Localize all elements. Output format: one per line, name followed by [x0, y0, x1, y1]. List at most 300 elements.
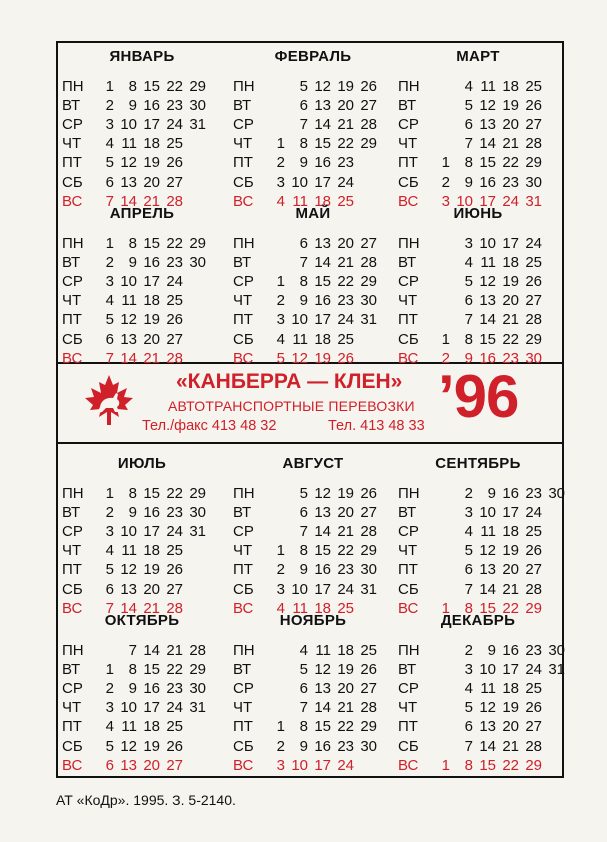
date-cell: 23 — [166, 254, 183, 272]
day-label: СР — [233, 116, 254, 134]
date-cell: 3 — [464, 235, 473, 252]
date-cell: 8 — [128, 78, 137, 95]
date-cell: 27 — [360, 680, 377, 698]
date-cell: 19 — [143, 737, 160, 755]
date-cell: 13 — [314, 97, 331, 115]
date-cell: 24 — [166, 699, 183, 717]
date-cell: 3 — [105, 699, 114, 717]
date-cell: 30 — [360, 737, 377, 755]
week-row — [398, 641, 565, 661]
day-label: ПН — [233, 78, 255, 95]
date-cell: 29 — [189, 235, 206, 252]
date-cell: 9 — [299, 737, 308, 755]
day-label: ЧТ — [62, 542, 82, 560]
date-cell: 24 — [166, 116, 183, 134]
date-cell: 7 — [299, 254, 308, 272]
week-row — [398, 503, 558, 523]
date-cell: 18 — [502, 523, 519, 541]
week-row — [233, 660, 393, 680]
date-cell: 16 — [314, 561, 331, 579]
print-info: АТ «КоДр». 1995. З. 5-2140. — [56, 792, 236, 808]
week-row — [62, 503, 222, 523]
date-cell: 2 — [441, 173, 450, 191]
date-cell: 2 — [276, 561, 285, 579]
date-cell: 25 — [337, 192, 354, 210]
date-cell: 3 — [276, 173, 285, 191]
date-cell: 25 — [360, 642, 377, 659]
date-cell: 14 — [120, 599, 137, 617]
day-label: ПН — [62, 485, 84, 502]
date-cell: 1 — [276, 273, 285, 291]
month-name: НОЯБРЬ — [279, 612, 347, 629]
date-cell: 6 — [105, 756, 114, 774]
date-cell: 22 — [166, 485, 183, 502]
week-row — [398, 679, 558, 699]
week-row — [62, 234, 222, 254]
day-label: ВТ — [398, 504, 417, 522]
date-cell: 13 — [479, 718, 496, 736]
week-row — [398, 330, 558, 350]
day-label: ЧТ — [233, 135, 253, 153]
date-cell: 2 — [464, 642, 473, 659]
date-cell: 26 — [166, 311, 183, 329]
day-label: ПН — [233, 642, 255, 659]
date-cell: 4 — [276, 192, 285, 210]
date-cell: 30 — [548, 485, 565, 502]
date-cell: 13 — [479, 116, 496, 134]
date-cell: 10 — [479, 661, 496, 679]
date-cell: 24 — [337, 173, 354, 191]
week-row — [233, 153, 393, 173]
date-cell: 10 — [291, 756, 308, 774]
week-row — [62, 580, 222, 600]
day-label: СР — [233, 273, 254, 291]
date-cell: 18 — [143, 542, 160, 560]
day-label: ВС — [233, 756, 254, 774]
date-cell: 12 — [479, 542, 496, 560]
date-cell: 10 — [479, 504, 496, 522]
day-label: ВС — [62, 349, 83, 367]
date-cell: 25 — [525, 254, 542, 272]
week-row — [233, 134, 393, 154]
day-label: СБ — [398, 173, 419, 191]
week-row — [62, 484, 222, 504]
date-cell: 15 — [314, 718, 331, 736]
date-cell: 9 — [128, 504, 137, 522]
date-cell: 25 — [337, 330, 354, 348]
day-label: ВТ — [62, 661, 81, 679]
date-cell: 22 — [502, 154, 519, 172]
week-row — [233, 484, 393, 504]
company-subtitle: АВТОТРАНСПОРТНЫЕ ПЕРЕВОЗКИ — [168, 398, 415, 414]
week-row — [233, 737, 393, 757]
date-cell: 11 — [121, 135, 137, 153]
date-cell: 30 — [548, 642, 565, 659]
date-cell: 6 — [105, 580, 114, 598]
day-label: СБ — [398, 330, 419, 348]
date-cell: 10 — [291, 311, 308, 329]
date-cell: 28 — [166, 192, 183, 210]
date-cell: 11 — [292, 192, 308, 210]
week-row — [233, 503, 393, 523]
day-label: ЧТ — [233, 292, 253, 310]
week-row — [233, 272, 393, 292]
date-cell: 8 — [128, 485, 137, 502]
date-cell: 10 — [456, 192, 473, 210]
date-cell: 22 — [337, 542, 354, 560]
date-cell: 17 — [143, 116, 160, 134]
date-cell: 15 — [479, 599, 496, 617]
day-label: СР — [398, 523, 419, 541]
week-row — [233, 756, 393, 776]
date-cell: 5 — [105, 737, 114, 755]
date-cell: 17 — [479, 192, 496, 210]
date-cell: 30 — [525, 349, 542, 367]
date-cell: 2 — [441, 349, 450, 367]
date-cell: 28 — [166, 599, 183, 617]
date-cell: 25 — [525, 523, 542, 541]
day-label: ВТ — [233, 97, 252, 115]
day-label: СБ — [233, 737, 254, 755]
date-cell: 12 — [120, 737, 137, 755]
telfax-text: Тел./факс 413 48 32 — [142, 418, 277, 434]
date-cell: 18 — [143, 292, 160, 310]
date-cell: 21 — [337, 254, 354, 272]
date-cell: 26 — [166, 737, 183, 755]
date-cell: 25 — [337, 599, 354, 617]
date-cell: 21 — [143, 349, 160, 367]
date-cell: 25 — [525, 680, 542, 698]
date-cell: 27 — [360, 235, 377, 252]
date-cell: 11 — [480, 78, 496, 95]
week-row — [398, 96, 558, 116]
date-cell: 20 — [143, 173, 160, 191]
date-cell: 17 — [314, 756, 331, 774]
date-cell: 22 — [502, 756, 519, 774]
week-row — [233, 310, 393, 330]
date-cell: 27 — [166, 330, 183, 348]
date-cell: 20 — [337, 504, 354, 522]
date-cell: 6 — [464, 561, 473, 579]
day-label: СР — [398, 273, 419, 291]
date-cell: 26 — [337, 349, 354, 367]
week-row — [233, 698, 393, 718]
date-cell: 1 — [441, 599, 450, 617]
date-cell: 18 — [314, 330, 331, 348]
date-cell: 13 — [314, 504, 331, 522]
date-cell: 19 — [502, 699, 519, 717]
date-cell: 15 — [479, 756, 496, 774]
date-cell: 24 — [525, 661, 542, 679]
date-cell: 16 — [143, 504, 160, 522]
month-name: ФЕВРАЛЬ — [274, 48, 352, 65]
week-row — [233, 522, 393, 542]
date-cell: 18 — [314, 599, 331, 617]
date-cell: 13 — [120, 173, 137, 191]
month-name: СЕНТЯБРЬ — [435, 455, 521, 472]
date-cell: 5 — [299, 78, 308, 95]
date-cell: 30 — [189, 504, 206, 522]
date-cell: 9 — [128, 97, 137, 115]
date-cell: 8 — [299, 135, 308, 153]
day-label: ПН — [398, 642, 420, 659]
date-cell: 28 — [189, 642, 206, 659]
date-cell: 8 — [464, 599, 473, 617]
date-cell: 11 — [121, 718, 137, 736]
week-row — [62, 330, 222, 350]
date-cell: 26 — [360, 485, 377, 502]
date-cell: 20 — [502, 116, 519, 134]
date-cell: 19 — [143, 311, 160, 329]
day-label: ЧТ — [62, 292, 82, 310]
date-cell: 28 — [360, 699, 377, 717]
date-cell: 22 — [337, 135, 354, 153]
date-cell: 14 — [479, 737, 496, 755]
date-cell: 31 — [360, 580, 377, 598]
week-row — [233, 641, 393, 661]
date-cell: 16 — [502, 485, 519, 502]
month-name: АВГУСТ — [282, 455, 344, 472]
date-cell: 2 — [105, 504, 114, 522]
date-cell: 1 — [105, 485, 114, 502]
date-cell: 14 — [314, 116, 331, 134]
date-cell: 29 — [525, 599, 542, 617]
week-row — [62, 717, 222, 737]
day-label: СР — [62, 523, 83, 541]
day-label: ПН — [233, 235, 255, 252]
week-row — [398, 560, 558, 580]
day-label: ВТ — [398, 661, 417, 679]
week-row — [233, 291, 393, 311]
week-row — [233, 253, 393, 273]
date-cell: 12 — [120, 154, 137, 172]
day-label: ВТ — [62, 97, 81, 115]
date-cell: 5 — [105, 311, 114, 329]
date-cell: 26 — [525, 699, 542, 717]
date-cell: 12 — [479, 699, 496, 717]
week-row — [398, 310, 558, 330]
week-row — [398, 253, 558, 273]
day-label: СР — [233, 680, 254, 698]
date-cell: 30 — [360, 561, 377, 579]
date-cell: 12 — [479, 273, 496, 291]
day-label: СР — [233, 523, 254, 541]
day-label: ПТ — [62, 561, 82, 579]
date-cell: 14 — [479, 311, 496, 329]
week-row — [62, 522, 222, 542]
week-row — [398, 522, 558, 542]
day-label: ВС — [233, 192, 254, 210]
date-cell: 9 — [464, 173, 473, 191]
date-cell: 29 — [189, 78, 206, 95]
date-cell: 5 — [105, 154, 114, 172]
date-cell: 7 — [105, 349, 114, 367]
date-cell: 14 — [120, 349, 137, 367]
week-row — [233, 77, 393, 97]
date-cell: 12 — [479, 97, 496, 115]
date-cell: 11 — [121, 542, 137, 560]
date-cell: 31 — [189, 523, 206, 541]
day-label: ПТ — [233, 311, 253, 329]
week-row — [62, 134, 222, 154]
date-cell: 30 — [525, 173, 542, 191]
date-cell: 28 — [525, 135, 542, 153]
week-row — [62, 660, 222, 680]
day-label: ЧТ — [398, 542, 418, 560]
date-cell: 19 — [502, 97, 519, 115]
date-cell: 12 — [291, 349, 308, 367]
week-row — [62, 756, 222, 776]
date-cell: 2 — [105, 254, 114, 272]
date-cell: 8 — [128, 235, 137, 252]
date-cell: 20 — [502, 292, 519, 310]
date-cell: 16 — [143, 97, 160, 115]
date-cell: 13 — [314, 235, 331, 252]
date-cell: 26 — [525, 273, 542, 291]
day-label: ЧТ — [233, 542, 253, 560]
day-label: СР — [398, 680, 419, 698]
day-label: СБ — [62, 737, 83, 755]
date-cell: 27 — [360, 504, 377, 522]
date-cell: 3 — [105, 523, 114, 541]
week-row — [62, 153, 222, 173]
date-cell: 3 — [276, 580, 285, 598]
day-label: ЧТ — [233, 699, 253, 717]
date-cell: 11 — [480, 523, 496, 541]
date-cell: 26 — [360, 661, 377, 679]
day-label: ПТ — [233, 154, 253, 172]
date-cell: 4 — [105, 292, 114, 310]
date-cell: 27 — [166, 756, 183, 774]
date-cell: 21 — [337, 699, 354, 717]
date-cell: 2 — [276, 737, 285, 755]
date-cell: 17 — [502, 235, 519, 252]
week-row — [62, 560, 222, 580]
date-cell: 18 — [143, 718, 160, 736]
date-cell: 27 — [525, 116, 542, 134]
day-label: ВС — [62, 599, 83, 617]
date-cell: 20 — [337, 680, 354, 698]
date-cell: 28 — [360, 116, 377, 134]
date-cell: 17 — [143, 523, 160, 541]
date-cell: 23 — [166, 504, 183, 522]
week-row — [398, 484, 565, 504]
date-cell: 29 — [525, 330, 542, 348]
day-label: СР — [62, 273, 83, 291]
date-cell: 24 — [525, 504, 542, 522]
date-cell: 14 — [143, 642, 160, 659]
date-cell: 5 — [105, 561, 114, 579]
date-cell: 8 — [464, 756, 473, 774]
date-cell: 18 — [337, 642, 354, 659]
week-row — [233, 580, 393, 600]
date-cell: 26 — [525, 97, 542, 115]
day-label: ЧТ — [62, 135, 82, 153]
date-cell: 11 — [480, 680, 496, 698]
date-cell: 2 — [276, 154, 285, 172]
date-cell: 4 — [276, 330, 285, 348]
date-cell: 7 — [464, 580, 473, 598]
week-row — [233, 115, 393, 135]
date-cell: 6 — [464, 292, 473, 310]
day-label: ВС — [233, 599, 254, 617]
date-cell: 29 — [525, 756, 542, 774]
date-cell: 23 — [525, 485, 542, 502]
date-cell: 1 — [105, 235, 114, 252]
date-cell: 24 — [337, 311, 354, 329]
week-row — [233, 717, 393, 737]
date-cell: 22 — [337, 273, 354, 291]
month-name: ДЕКАБРЬ — [440, 612, 516, 629]
date-cell: 17 — [502, 504, 519, 522]
day-label: ВС — [62, 192, 83, 210]
date-cell: 7 — [299, 116, 308, 134]
day-label: ЧТ — [398, 135, 418, 153]
date-cell: 25 — [166, 542, 183, 560]
date-cell: 13 — [479, 561, 496, 579]
month-name: ИЮНЬ — [453, 205, 503, 222]
date-cell: 17 — [502, 661, 519, 679]
date-cell: 1 — [441, 154, 450, 172]
date-cell: 14 — [314, 523, 331, 541]
date-cell: 16 — [479, 349, 496, 367]
date-cell: 5 — [464, 542, 473, 560]
day-label: ПТ — [62, 718, 82, 736]
date-cell: 13 — [120, 756, 137, 774]
date-cell: 16 — [314, 737, 331, 755]
date-cell: 6 — [299, 97, 308, 115]
week-row — [62, 253, 222, 273]
date-cell: 26 — [360, 78, 377, 95]
month-name: МАРТ — [456, 48, 500, 65]
date-cell: 16 — [314, 154, 331, 172]
date-cell: 2 — [105, 680, 114, 698]
date-cell: 26 — [166, 154, 183, 172]
week-row — [62, 272, 222, 292]
week-row — [233, 560, 393, 580]
date-cell: 23 — [502, 173, 519, 191]
date-cell: 1 — [441, 756, 450, 774]
date-cell: 27 — [525, 561, 542, 579]
maple-leaf-kangaroo-icon — [84, 374, 134, 426]
date-cell: 12 — [120, 311, 137, 329]
day-label: ПН — [62, 78, 84, 95]
date-cell: 4 — [464, 523, 473, 541]
date-cell: 5 — [464, 273, 473, 291]
date-cell: 15 — [479, 330, 496, 348]
date-cell: 1 — [276, 542, 285, 560]
company-name: «КАНБЕРРА — КЛЕН» — [176, 370, 403, 393]
date-cell: 21 — [502, 311, 519, 329]
date-cell: 18 — [314, 192, 331, 210]
date-cell: 3 — [276, 311, 285, 329]
date-cell: 20 — [143, 330, 160, 348]
date-cell: 10 — [291, 173, 308, 191]
date-cell: 21 — [337, 116, 354, 134]
day-label: ВС — [233, 349, 254, 367]
date-cell: 3 — [276, 756, 285, 774]
day-label: СБ — [398, 580, 419, 598]
day-label: СР — [62, 680, 83, 698]
date-cell: 21 — [502, 580, 519, 598]
date-cell: 24 — [502, 192, 519, 210]
date-cell: 1 — [441, 330, 450, 348]
date-cell: 20 — [143, 756, 160, 774]
date-cell: 29 — [525, 154, 542, 172]
date-cell: 23 — [525, 642, 542, 659]
week-row — [62, 173, 222, 193]
date-cell: 29 — [360, 718, 377, 736]
